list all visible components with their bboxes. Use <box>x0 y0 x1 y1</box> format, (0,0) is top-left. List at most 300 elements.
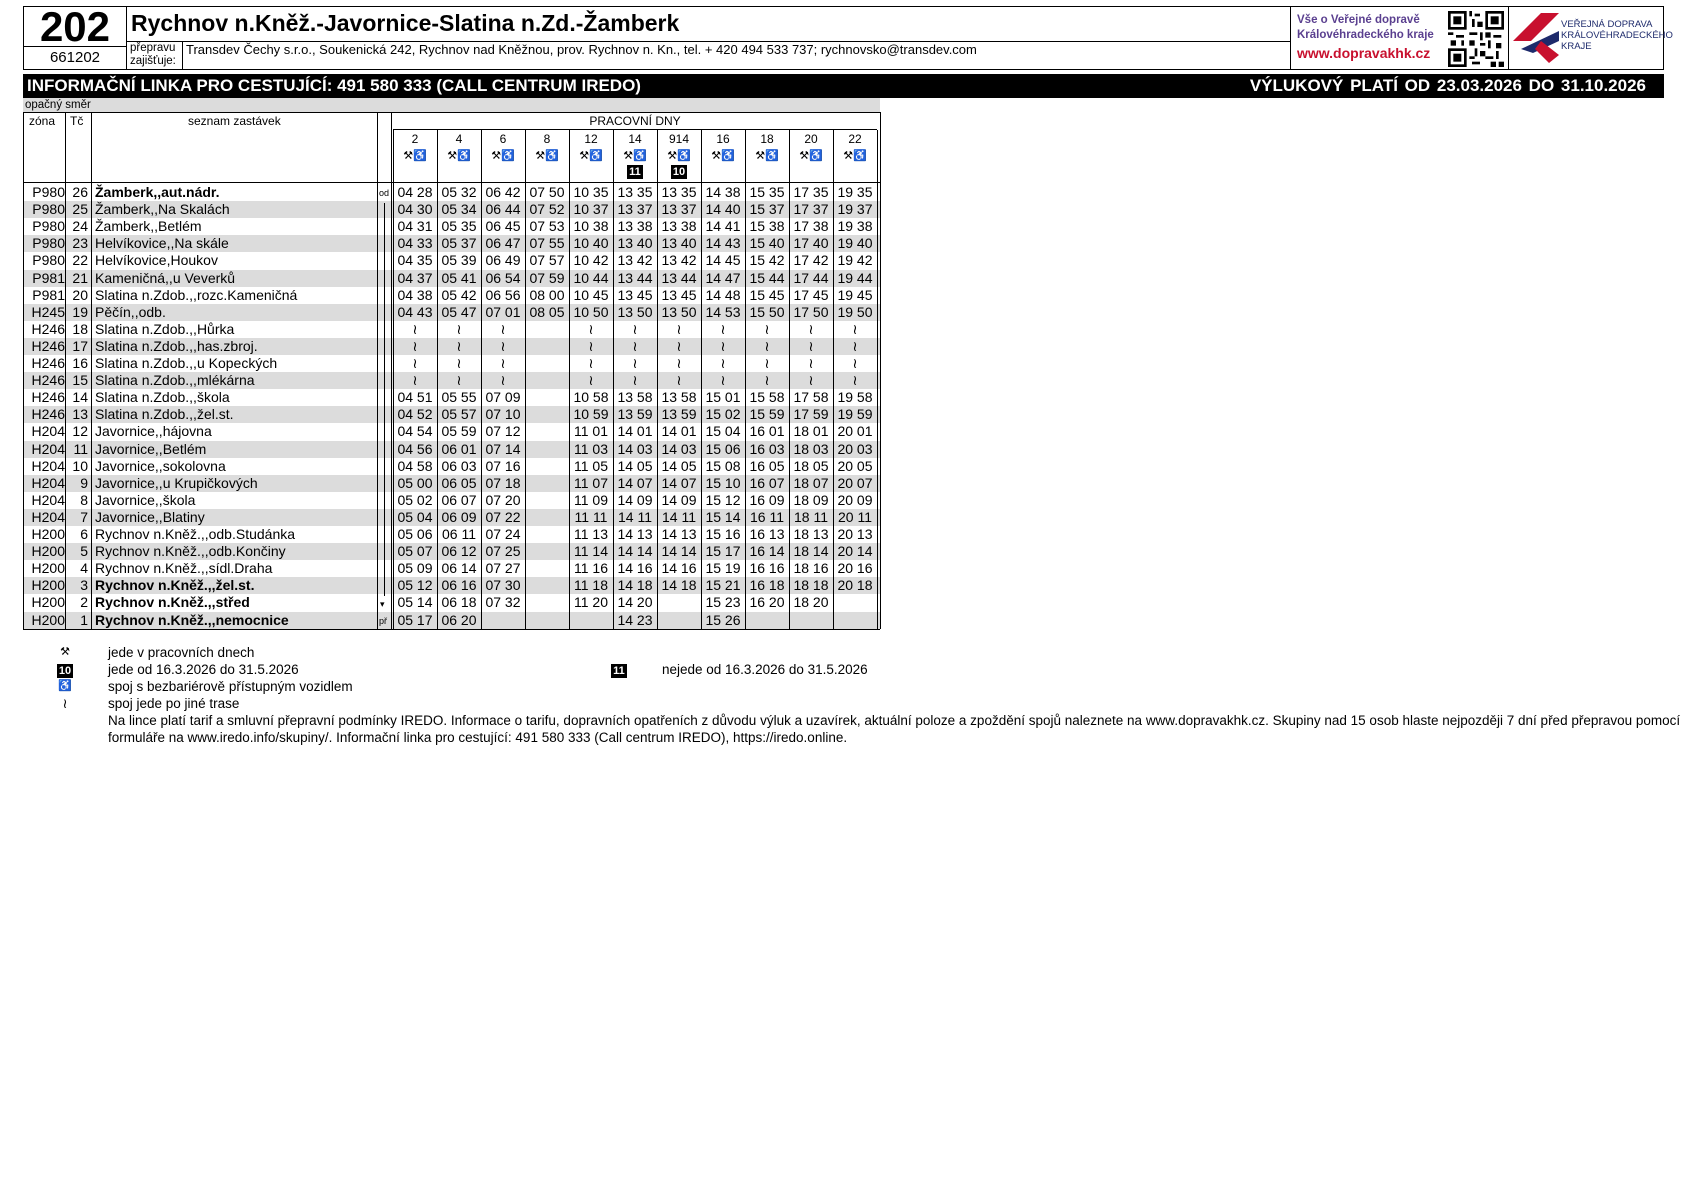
departure-time: 14 01 <box>661 423 697 440</box>
departure-time: 05 12 <box>397 577 433 594</box>
direction-label: opačný směr <box>25 99 91 111</box>
departure-time: 04 33 <box>397 235 433 252</box>
departure-time: 14 13 <box>617 526 653 542</box>
time-col-line <box>877 130 878 629</box>
departure-time: ≀ <box>676 320 682 337</box>
departure-time: 15 19 <box>705 560 741 577</box>
departure-time: 13 58 <box>617 389 653 406</box>
departure-time: 16 14 <box>749 543 785 560</box>
departure-time: 05 59 <box>441 423 477 440</box>
departure-time: 19 42 <box>837 252 873 269</box>
departure-time: ≀ <box>764 320 770 337</box>
departure-time: 16 07 <box>749 474 785 491</box>
logo-text3: KRAJE <box>1561 41 1592 52</box>
workdays-icon: ⚒ <box>60 646 70 658</box>
departure-time: 17 50 <box>793 303 829 320</box>
stop-zone: H204 <box>31 508 65 525</box>
departure-time: 05 06 <box>397 526 433 542</box>
departure-time: 11 03 <box>574 440 608 457</box>
stop-zone: H245 <box>31 303 65 320</box>
departure-time: 14 20 <box>617 594 653 611</box>
departure-time: 13 59 <box>617 406 653 423</box>
stop-name: Javornice,,Blatiny <box>95 508 205 525</box>
connection-number: 14 <box>628 132 642 146</box>
departure-time: 14 09 <box>661 491 697 508</box>
departure-time: 11 20 <box>574 594 608 611</box>
departure-time: 07 57 <box>529 252 565 269</box>
departure-time: ≀ <box>676 337 682 354</box>
departure-time: 14 03 <box>617 440 653 457</box>
col-line <box>391 112 392 629</box>
departure-time: ≀ <box>588 337 594 354</box>
departure-time: ≀ <box>456 372 462 389</box>
stop-name: Rychnov n.Kněž.,,odb.Končiny <box>95 543 286 560</box>
logo-text2: KRÁLOVÉHRADECKÉHO <box>1561 30 1673 41</box>
departure-time: 11 18 <box>574 577 608 594</box>
departure-time: 19 35 <box>837 184 873 200</box>
departure-time: 13 50 <box>617 303 653 320</box>
departure-time: 04 52 <box>397 406 433 423</box>
departure-time: 14 13 <box>661 526 697 542</box>
departure-time: 18 16 <box>793 560 829 577</box>
departure-time: 13 35 <box>661 184 697 200</box>
departure-time: ≀ <box>852 320 858 337</box>
departure-time: 07 24 <box>485 526 521 542</box>
header-line <box>23 182 880 183</box>
departure-time: 15 42 <box>749 252 785 269</box>
stop-tc: 18 <box>72 320 88 337</box>
departure-time: 14 05 <box>661 457 697 474</box>
departure-time: 20 14 <box>837 543 873 560</box>
departure-time: 20 13 <box>837 526 873 542</box>
promo-line1: Vše o Veřejné dopravě <box>1297 14 1420 26</box>
connection-code <box>613 164 657 181</box>
departure-time: ≀ <box>632 337 638 354</box>
departure-time: 07 20 <box>485 491 521 508</box>
stop-name: Žamberk,,Na Skalách <box>95 201 230 218</box>
connection-number: 6 <box>499 132 507 146</box>
departure-time: 16 01 <box>749 423 785 440</box>
departure-time: ≀ <box>764 337 770 354</box>
departure-time: 10 40 <box>573 235 609 252</box>
stop-zone: H246 <box>31 372 65 389</box>
departure-time: 13 45 <box>661 286 697 303</box>
departure-time: 14 43 <box>705 235 741 252</box>
stop-zone: P980 <box>32 218 65 235</box>
departure-time: 19 40 <box>837 235 873 252</box>
stop-name: Javornice,,hájovna <box>95 423 212 440</box>
connection-icons: ⚒♿ <box>535 150 559 162</box>
departure-time: ≀ <box>676 355 682 371</box>
departure-time: 15 37 <box>749 201 785 218</box>
stop-tc: 2 <box>80 594 88 611</box>
departure-time: 07 30 <box>485 577 521 594</box>
stop-tc: 13 <box>72 406 88 423</box>
departure-time: 04 28 <box>397 184 433 200</box>
stop-name: Pěčín,,odb. <box>95 303 166 320</box>
legend-other-route: spoj jede po jiné trase <box>108 696 240 711</box>
departure-time: 14 16 <box>661 560 697 577</box>
departure-time: 18 18 <box>793 577 829 594</box>
stop-zone: H200 <box>31 611 65 628</box>
departure-time: 05 47 <box>441 303 477 320</box>
departure-time: 11 14 <box>574 543 608 560</box>
stop-tc: 24 <box>72 218 88 235</box>
departure-time: ≀ <box>412 372 418 389</box>
departure-time: 06 05 <box>441 474 477 491</box>
departure-time: 15 10 <box>705 474 741 491</box>
departure-time: 06 16 <box>441 577 477 594</box>
connection-number: 20 <box>804 132 818 146</box>
departure-time: 07 01 <box>485 303 521 320</box>
departure-time: 06 07 <box>441 491 477 508</box>
departure-time: 04 38 <box>397 286 433 303</box>
departure-time: 19 58 <box>837 389 873 406</box>
departure-time: 06 47 <box>485 235 521 252</box>
departure-time: 10 58 <box>573 389 609 406</box>
departure-time: 04 58 <box>397 457 433 474</box>
departure-time: 07 09 <box>485 389 521 406</box>
departure-time: 17 45 <box>793 286 829 303</box>
marker-od: od <box>379 188 390 198</box>
departure-time: 18 13 <box>793 526 829 542</box>
departure-time: ≀ <box>412 355 418 371</box>
departure-time: 14 38 <box>705 184 741 200</box>
departure-time: 15 02 <box>705 406 741 423</box>
departure-time: 14 18 <box>617 577 653 594</box>
info-bar <box>23 74 1664 98</box>
departure-time: 08 05 <box>529 303 565 320</box>
stop-tc: 26 <box>72 184 88 200</box>
departure-time: 14 07 <box>617 474 653 491</box>
departure-time: 15 59 <box>749 406 785 423</box>
departure-time: 15 26 <box>705 611 741 628</box>
departure-time: 06 20 <box>441 611 477 628</box>
departure-time: 04 56 <box>397 440 433 457</box>
connection-icons: ⚒♿ <box>755 150 779 162</box>
operator-label: přepravu zajišťuje: <box>127 41 183 69</box>
departure-time: 17 37 <box>793 201 829 218</box>
stop-zone: H204 <box>31 457 65 474</box>
stop-zone: P980 <box>32 184 65 200</box>
departure-time: 04 37 <box>397 269 433 286</box>
stop-name: Slatina n.Zdob.,,rozc.Kameničná <box>95 286 298 303</box>
departure-time: 06 09 <box>441 508 477 525</box>
stop-name: Helvíkovice,,Na skále <box>95 235 229 252</box>
stop-name: Javornice,,škola <box>95 491 196 508</box>
departure-time: 14 09 <box>617 491 653 508</box>
departure-time: 20 01 <box>837 423 873 440</box>
departure-time: 15 45 <box>749 286 785 303</box>
connection-number: 2 <box>411 132 419 146</box>
departure-time: ≀ <box>632 372 638 389</box>
stop-name: Rychnov n.Kněž.,,odb.Studánka <box>95 526 296 542</box>
connection-icons: ⚒♿ <box>491 150 515 162</box>
connection-number: 914 <box>668 132 690 146</box>
departure-time: 20 05 <box>837 457 873 474</box>
connection-icons: ⚒♿ <box>711 150 735 162</box>
col-line <box>377 112 378 629</box>
departure-time: 20 11 <box>838 508 872 525</box>
departure-time: 14 45 <box>705 252 741 269</box>
departure-time: 06 45 <box>485 218 521 235</box>
col-line <box>65 112 66 629</box>
connection-code <box>657 164 701 181</box>
departure-time: 17 35 <box>793 184 829 200</box>
departure-time: 18 14 <box>793 543 829 560</box>
stop-name: Slatina n.Zdob.,,mlékárna <box>95 372 255 389</box>
departure-time: ≀ <box>588 320 594 337</box>
departure-time: 15 35 <box>749 184 785 200</box>
departure-time: 14 07 <box>661 474 697 491</box>
departure-time: 15 16 <box>705 526 741 542</box>
connection-number: 18 <box>760 132 774 146</box>
stop-zone: H246 <box>31 355 65 371</box>
departure-time: 14 14 <box>617 543 653 560</box>
departure-time: 05 02 <box>397 491 433 508</box>
stop-name: Slatina n.Zdob.,,Hůrka <box>95 320 235 337</box>
stop-zone: H246 <box>31 337 65 354</box>
departure-time: 10 42 <box>573 252 609 269</box>
departure-time: 07 55 <box>529 235 565 252</box>
departure-time: 07 50 <box>529 184 565 200</box>
departure-time: 17 38 <box>793 218 829 235</box>
departure-time: 13 50 <box>661 303 697 320</box>
stop-zone: H200 <box>31 577 65 594</box>
wheelchair-icon: ♿ <box>58 680 72 692</box>
stop-name: Javornice,,u Krupičkových <box>95 474 258 491</box>
departure-time: ≀ <box>588 355 594 371</box>
departure-time: 10 44 <box>573 269 609 286</box>
stop-name: Kameničná,,u Veverků <box>95 269 236 286</box>
departure-time: 18 03 <box>793 440 829 457</box>
stop-tc: 22 <box>72 252 88 269</box>
departure-time: ≀ <box>852 337 858 354</box>
departure-time: 04 54 <box>397 423 433 440</box>
departure-time: ≀ <box>720 355 726 371</box>
timetable <box>23 98 880 627</box>
departure-time: 11 13 <box>574 526 608 542</box>
departure-time: 18 11 <box>794 508 828 525</box>
departure-time: 11 09 <box>574 491 608 508</box>
stop-name: Javornice,,sokolovna <box>95 457 226 474</box>
stop-tc: 3 <box>80 577 88 594</box>
connection-icons: ⚒♿ <box>403 150 427 162</box>
departure-time: 06 03 <box>441 457 477 474</box>
departure-time: 10 37 <box>573 201 609 218</box>
departure-time: 08 00 <box>529 286 565 303</box>
legend-wheelchair: spoj s bezbariérově přístupným vozidlem <box>108 679 353 694</box>
departure-time: 07 22 <box>485 508 521 525</box>
departure-time: 07 52 <box>529 201 565 218</box>
other-route-icon: ≀ <box>62 696 68 711</box>
departure-time: 05 17 <box>397 611 433 628</box>
departure-time: 07 53 <box>529 218 565 235</box>
stop-tc: 14 <box>72 389 88 406</box>
departure-time: 07 16 <box>485 457 521 474</box>
departure-time: ≀ <box>720 337 726 354</box>
stop-zone: H204 <box>31 440 65 457</box>
stop-name: Helvíkovice,Houkov <box>95 252 218 269</box>
departure-time: 06 01 <box>441 440 477 457</box>
departure-time: 20 07 <box>837 474 873 491</box>
departure-time: 14 18 <box>661 577 697 594</box>
departure-time: 15 23 <box>705 594 741 611</box>
stop-zone: H246 <box>31 389 65 406</box>
timetable-header <box>23 3 1673 70</box>
departure-time: 05 35 <box>441 218 477 235</box>
departure-time: 15 17 <box>705 543 741 560</box>
stop-name: Slatina n.Zdob.,,has.zbroj. <box>95 337 258 354</box>
departure-time: 17 59 <box>793 406 829 423</box>
departure-time: 05 41 <box>441 269 477 286</box>
departure-time: 06 18 <box>441 594 477 611</box>
departure-time: 06 14 <box>441 560 477 577</box>
departure-time: 06 11 <box>442 526 476 542</box>
departure-time: 13 38 <box>661 218 697 235</box>
departure-time: ≀ <box>500 320 506 337</box>
stop-zone: P980 <box>32 252 65 269</box>
departure-time: 14 41 <box>705 218 741 235</box>
departure-time: 05 14 <box>397 594 433 611</box>
code-10-badge: 10 <box>58 665 72 677</box>
departure-time: 14 05 <box>617 457 653 474</box>
stop-tc: 5 <box>80 543 88 560</box>
stop-tc: 21 <box>72 269 88 286</box>
departure-time: 06 56 <box>485 286 521 303</box>
promo-box <box>1290 7 1443 69</box>
departure-time: 14 01 <box>617 423 653 440</box>
stop-tc: 9 <box>80 474 88 491</box>
stop-tc: 7 <box>80 508 88 525</box>
departure-time: 16 20 <box>749 594 785 611</box>
stop-name: Javornice,,Betlém <box>95 440 207 457</box>
direction-strip <box>23 98 880 112</box>
departure-time: 16 05 <box>749 457 785 474</box>
departure-time: 16 03 <box>749 440 785 457</box>
departure-time: ≀ <box>500 337 506 354</box>
departure-time: 05 00 <box>397 474 433 491</box>
code-badge: 10 <box>672 166 686 178</box>
stop-name: Rychnov n.Kněž.,,sídl.Draha <box>95 560 273 577</box>
departure-time: ≀ <box>808 372 814 389</box>
departure-time: 07 10 <box>485 406 521 423</box>
departure-time: ≀ <box>632 320 638 337</box>
departure-time: 10 38 <box>573 218 609 235</box>
col-line <box>91 112 92 629</box>
departure-time: ≀ <box>720 372 726 389</box>
stop-zone: H204 <box>31 491 65 508</box>
stop-tc: 4 <box>80 560 88 577</box>
connection-icons: ⚒♿ <box>579 150 603 162</box>
departure-time: 15 58 <box>749 389 785 406</box>
departure-time: 15 04 <box>705 423 741 440</box>
departure-time: 14 14 <box>661 543 697 560</box>
departure-time: 07 25 <box>485 543 521 560</box>
departure-time: 06 42 <box>485 184 521 200</box>
code-badge: 11 <box>629 166 641 178</box>
departure-time: 04 30 <box>397 201 433 218</box>
departure-time: 10 50 <box>573 303 609 320</box>
stop-zone: H246 <box>31 320 65 337</box>
logo-text1: VEŘEJNÁ DOPRAVA <box>1561 19 1653 30</box>
departure-time: 10 35 <box>573 184 609 200</box>
stop-name: Žamberk,,Betlém <box>95 218 202 235</box>
promo-website[interactable]: www.dopravakhk.cz <box>1297 45 1431 61</box>
departure-time: ≀ <box>632 355 638 371</box>
table-top-line <box>23 112 880 113</box>
stop-zone: H204 <box>31 474 65 491</box>
departure-time: 05 32 <box>441 184 477 200</box>
stop-tc: 16 <box>72 355 88 371</box>
departure-time: 10 59 <box>573 406 609 423</box>
departure-time: ≀ <box>720 320 726 337</box>
departure-time: 18 01 <box>793 423 829 440</box>
line-number: 202 <box>24 7 127 47</box>
connection-number: 8 <box>543 132 551 146</box>
stop-zone: P981 <box>32 286 65 303</box>
departure-time: 13 40 <box>661 235 697 252</box>
departure-time: 18 09 <box>793 491 829 508</box>
departure-time: 13 37 <box>617 201 653 218</box>
departure-time: ≀ <box>588 372 594 389</box>
departure-time: 07 12 <box>485 423 521 440</box>
departure-time: 06 44 <box>485 201 521 218</box>
departure-time: 04 43 <box>397 303 433 320</box>
departure-time: 20 16 <box>837 560 873 577</box>
departure-time: 14 23 <box>617 611 653 628</box>
stop-zone: P980 <box>32 201 65 218</box>
departure-time: 05 37 <box>441 235 477 252</box>
departure-time: 07 32 <box>485 594 521 611</box>
departure-time: ≀ <box>500 355 506 371</box>
departure-time: 11 16 <box>574 560 608 577</box>
stop-name: Rychnov n.Kněž.,,nemocnice <box>95 611 289 628</box>
departure-time: 16 18 <box>749 577 785 594</box>
departure-time: 13 44 <box>661 269 697 286</box>
ids-logo-icon <box>1511 11 1561 65</box>
departure-time: 05 39 <box>441 252 477 269</box>
departure-time: 13 40 <box>617 235 653 252</box>
col-header-stops: seznam zastávek <box>188 114 281 128</box>
route-title: Rychnov n.Kněž.-Javornice-Slatina n.Zd.-Žamberk <box>131 10 680 36</box>
col-header-zone: zóna <box>29 114 56 128</box>
departure-time: ≀ <box>808 355 814 371</box>
departure-time: 11 07 <box>574 474 608 491</box>
departure-time: 05 09 <box>397 560 433 577</box>
departure-time: 19 59 <box>837 406 873 423</box>
departure-time: 16 09 <box>749 491 785 508</box>
departure-time: 07 27 <box>485 560 521 577</box>
connection-number: 16 <box>716 132 730 146</box>
stop-name: Rychnov n.Kněž.,,střed <box>95 594 250 611</box>
departure-time: ≀ <box>764 372 770 389</box>
stop-tc: 17 <box>72 337 88 354</box>
stop-zone: P980 <box>32 235 65 252</box>
table-bottom-line <box>23 629 880 630</box>
stop-tc: 25 <box>72 201 88 218</box>
legend-code10: jede od 16.3.2026 do 31.5.2026 <box>108 662 299 677</box>
stop-tc: 10 <box>72 457 88 474</box>
departure-time: 07 18 <box>485 474 521 491</box>
departure-time: 11 01 <box>574 423 608 440</box>
marker-arrow: ▾ <box>380 599 385 610</box>
stop-zone: H200 <box>31 560 65 577</box>
connection-icons: ⚒♿ <box>623 150 647 162</box>
departure-time: ≀ <box>676 372 682 389</box>
departure-time: 15 44 <box>749 269 785 286</box>
stop-zone: H200 <box>31 543 65 560</box>
